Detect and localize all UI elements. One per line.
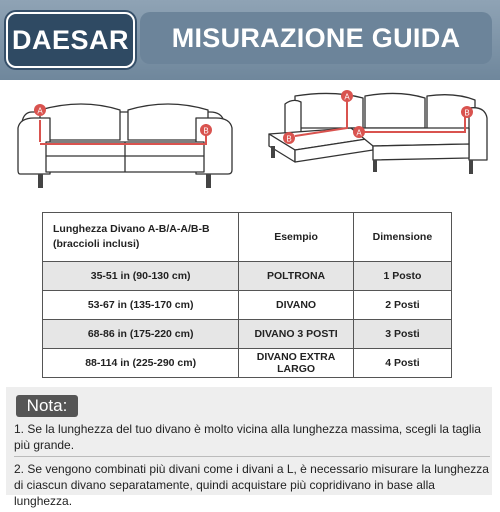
marker-a — [34, 104, 46, 116]
note-item-2: 2. Se vengono combinati più divani come i divani a L, è necessario misurare la lunghezza di ciascun divano separatamente, quindi acquistare più copridivano in base alla lunghezza. — [14, 462, 489, 508]
cell-length: 88-114 in (225-290 cm) — [43, 349, 239, 378]
sectional-illustration — [255, 84, 490, 194]
cell-length: 53-67 in (135-170 cm) — [43, 291, 239, 320]
cell-example: POLTRONA — [239, 262, 354, 291]
note-badge — [16, 395, 78, 417]
sectional-markers — [255, 84, 490, 194]
cell-length: 35-51 in (90-130 cm) — [43, 262, 239, 291]
svg-text:A: A — [344, 92, 350, 102]
marker-a-top — [341, 90, 353, 102]
svg-text:B: B — [286, 134, 292, 144]
header-banner — [0, 0, 500, 80]
marker-b-right — [461, 106, 473, 118]
svg-text:A: A — [37, 106, 43, 116]
table-row — [43, 320, 452, 349]
table-header-row — [43, 213, 452, 262]
cell-dimension: 4 Posti — [353, 349, 451, 378]
brand-name: DAESAR — [11, 24, 129, 55]
note-divider — [14, 456, 490, 457]
table-row — [43, 262, 452, 291]
cell-example: DIVANO EXTRA LARGO — [239, 349, 354, 378]
svg-text:A: A — [356, 128, 362, 138]
size-table-grid — [42, 212, 452, 378]
brand-badge — [6, 12, 135, 68]
table-row — [43, 291, 452, 320]
cell-length: 68-86 in (175-220 cm) — [43, 320, 239, 349]
cell-dimension: 3 Posti — [353, 320, 451, 349]
note-text — [14, 421, 490, 512]
header-length: Lunghezza Divano A-B/A-A/B-B (braccioli inclusi) — [43, 213, 239, 262]
cell-dimension: 2 Posti — [353, 291, 451, 320]
note-item-1: 1. Se la lunghezza del tuo divano è molto vicina alla lunghezza massima, scegli la taglia più grande. — [14, 422, 481, 452]
title-banner — [140, 12, 492, 64]
cell-example: DIVANO 3 POSTI — [239, 320, 354, 349]
marker-b-left — [283, 132, 295, 144]
svg-text:B: B — [464, 108, 470, 118]
sofa-markers — [10, 84, 240, 194]
table-row — [43, 349, 452, 378]
marker-a-mid — [353, 126, 365, 138]
note-box — [6, 387, 492, 508]
svg-text:B: B — [203, 126, 209, 136]
cell-dimension: 1 Posto — [353, 262, 451, 291]
size-table — [42, 212, 452, 375]
page-title: MISURAZIONE GUIDA — [171, 22, 461, 53]
marker-b — [200, 124, 212, 136]
note-label: Nota: — [26, 396, 68, 415]
header-example: Esempio — [239, 213, 354, 262]
cell-example: DIVANO — [239, 291, 354, 320]
sofa-illustration — [10, 84, 240, 194]
header-dimension: Dimensione — [353, 213, 451, 262]
